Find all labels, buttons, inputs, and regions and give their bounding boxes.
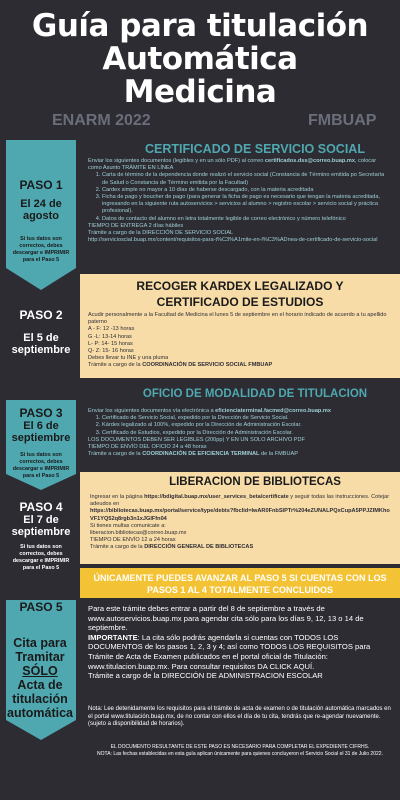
list-item: 4. Datos de contacto del alumno en letra totalmente legible de correo electrónico y número telefónico: [102, 216, 390, 223]
list-item: 2. Cardex simple no mayor a 10 días de haberse descargado, con la materia acreditada: [102, 187, 390, 194]
step-date: El 7 de septiembre: [11, 514, 71, 538]
schedule-row: L- P: 14- 15 horas: [88, 340, 133, 347]
schedule-row: G -L: 13-14 horas: [88, 333, 132, 340]
list-item: 1. Certificado de Servicio Social, expedido por la Dirección de Servicio Social.: [102, 415, 390, 422]
step-note: Si tus datos son correctos, debes descargar e IMPRIMIR para el Paso 5: [12, 452, 70, 479]
step-4-marker: [6, 496, 76, 576]
step-label: PASO 4: [19, 500, 63, 514]
step-note: Si tus datos son correctos, debes descargar e IMPRIMIR para el Paso 5: [12, 544, 70, 571]
list-item: 3. Certificado de Estudios, expedido por la Dirección de Administración Escolar.: [102, 430, 390, 437]
requirement-banner: ÚNICAMENTE PUEDES AVANZAR AL PASO 5 SI CUENTAS CON LOS PASOS 1 AL 4 TOTALMENTE CONCLUIDOS: [80, 568, 400, 598]
email-link[interactable]: liberacion.bibliotecas@correo.buap.mx: [90, 530, 187, 537]
step-label: PASO 3: [19, 406, 63, 420]
section-body-cita: Para este trámite debes entrar a partir del 8 de septiembre a través de www.autoservicios.buap.mx para agendar cita sólo para los días 9, 12, 13 o 14 de septiembre. IMPORTANTE: La cita sólo podrás agendarla si cuentas con TODOS LOS DOCUMENTOS de los pasos 1, 2, 3 y 4; así como TODOS LOS REQUISITOS para Trámite de Acta de Examen publicados en el portal oficial de Titulación: www.titulacion.buap.mx. Para consultar requisitos DA CLICK AQUÍ. Trámite a cargo de la DIRECCIÓN DE ADMINISTRACION ESCOLAR: [88, 604, 371, 681]
step-date: El 6 de septiembre: [11, 420, 71, 444]
step-1-marker: [6, 140, 76, 290]
email-link[interactable]: eficienciaterminal.facmed@correo.buap.mx: [215, 408, 331, 414]
bdigital-link[interactable]: https://bdigital.buap.mx/user_services_beta/certificate: [144, 494, 289, 500]
page-title: Guía para titulación Automática Medicina: [31, 8, 369, 110]
debts-link[interactable]: https://bibliotecas.buap.mx/portal/service/type/debts?fbclid=IwAR0FnbSIPTr%204eZUNALPQxCupA5PPJZIMKhoVF1YQ52q8rgb3n1xJGIFfn04: [90, 508, 390, 522]
requirements-list: [102, 415, 390, 437]
step-label: PASO 2: [19, 308, 63, 322]
section-title-certificado: CERTIFICADO DE SERVICIO SOCIAL: [145, 142, 365, 156]
list-item: 3. Ficha de pago y boucher de pago (para generar la ficha de pago es necesario que tengan la materia acreditada, ingresando en la siguiente ruta autoservicios > servicios al alumno > registro escolar > servicio social y práctica profesional).: [102, 194, 390, 216]
email-link[interactable]: certificados.dss@correo.buap.mx: [264, 158, 355, 164]
schedule-row: Q- Z: 15- 16 horas: [88, 348, 134, 355]
list-item: 1. Carta de término de la dependencia donde realizó el servicio social (Constancia de Término emitida po Secretaría de Salud o Constancia de Término emitida por la Facultad): [102, 172, 390, 186]
section-title-kardex: RECOGER KARDEX LEGALIZADO Y CERTIFICADO DE ESTUDIOS: [136, 279, 344, 309]
fmbuap-subtitle: FMBUAP: [308, 112, 377, 129]
section-body-kardex: Acudir personalmente a la Facultad de Medicina el lunes 5 de septiembre en el horario indicado de acuerdo a tu apellido paterno A - F: 12 -13 horas G -L: 13-14 horas L- P: 14- 15 horas Q- Z: 15- 16 horas Debes llevar tu INE y una pluma Trámite a cargo de la COORDINACIÓN DE SERVICIO SOCIAL FMBUAP: [88, 312, 390, 370]
step-date: El 24 de agosto: [20, 198, 62, 222]
section-title-oficio: OFICIO DE MODALIDAD DE TITULACION: [142, 388, 368, 400]
list-item: 2. Kárdex legalizado al 100%, expedido por la Dirección de Administración Escolar.: [102, 422, 390, 429]
section-body-certificado: Enviar los siguientes documentos (legibles y en un sólo PDF) al correo certificados.dss@correo.buap.mx, colocar como Asunto TRÁMITE EN LÍNEA 1. Carta de término de la dependencia donde realizó el servicio social (Constancia de Término emitida po Secretaría de Salud o Constancia de Término emitida por la Facultad) 2. Cardex simple no mayor a 10 días de haberse descargado, con la materia acreditada 3. Ficha de pago y boucher de pago (para generar la ficha de pago es necesario que tengan la materia acreditada, ingresando en la siguiente ruta autoservicios > servicios al alumno > registro escolar > servicio social y práctica profesional). 4. Datos de contacto del alumno en letra totalmente legible de correo electrónico y número telefónico TIEMPO DE ENTREGA 2 días hábiles Trámite a cargo de la DIRECCIÓN DE SERVICIO SOCIAL http://servicioscial.buap.mx/content/requisitos-para-t%C3%A1mite-en-l%C3%ADnea-de-certificado-de-servicio-social: [88, 158, 390, 244]
schedule-row: A - F: 12 -13 horas: [88, 326, 135, 333]
step-3-marker: [6, 400, 76, 490]
step-2-marker: [6, 300, 76, 380]
step-note: Si tus datos son correctos, debes descargar e IMPRIMIR para el Paso 5: [12, 236, 70, 263]
step-label: PASO 5: [19, 600, 63, 614]
step-label: PASO 1: [19, 178, 63, 192]
servicio-social-link[interactable]: http://servicioscial.buap.mx/content/requisitos-para-t%C3%A1mite-en-l%C3%ADnea-de-certificado-de-servicio-social: [88, 237, 378, 244]
footer-nota: Nota: Lee detenidamente los requisitos para el trámite de acta de examen o de titulación automática marcados en el portal www.titulación.buap.mx, de no contar con ellos el día de tu cita, tendrás que re-agendar nuevamente. (sujeto a disponibilidad de horarios).: [88, 706, 391, 728]
requirements-list: [102, 172, 390, 222]
step-date: El 5 de septiembre: [11, 332, 71, 356]
enarm-subtitle: ENARM 2022: [52, 112, 151, 129]
cita-label: Cita para Tramitar SÓLO Acta de titulación automática: [7, 636, 73, 720]
footer-notes: EL DOCUMENTO RESULTANTE DE ESTE PASO ES NECESARIO PARA COMPLETAR EL EXPEDIENTE CIFRHS. NOTA: Las fechas establecidas en esta guía aplican únicamente para quienes concluyeron el Servicio Social el 31 de Julio 2022.: [97, 744, 383, 757]
section-body-oficio: Enviar los siguientes documentos vía electrónica a eficienciaterminal.facmed@correo.buap.mx 1. Certificado de Servicio Social, expedido por la Dirección de Servicio Social. 2. Kárdex legalizado al 100%, expedido por la Dirección de Administración Escolar. 3. Certificado de Estudios, expedido por la Dirección de Administración Escolar. LOS DOCUMENTOS DEBEN SER LEGIBLES (200pp) Y EN UN SOLO ARCHIVO PDF TIEMPO DE ENVÍO DEL OFICIO 24 a 48 horas Trámite a cargo de la COORDINACIÓN DE EFICIENCIA TERMINAL de la FMBUAP: [88, 408, 390, 458]
section-title-bibliotecas: LIBERACION DE BIBLIOTECAS: [169, 476, 341, 488]
section-body-bibliotecas: Ingresar en la página https://bdigital.buap.mx/user_services_beta/certificate y seguir todas las instrucciones. Cotejar adeudos en https://bibliotecas.buap.mx/portal/service/type/debts?fbclid=IwAR0FnbSIPTr%204eZUNALPQxCupA5PPJZIMKhoVF1YQ52q8rgb3n1xJGIFfn04 Si tienes multas comunicate a: liberacion.bibliotecas@correo.buap.mx TIEMPO DE ENVÍO 12 a 24 horas Trámite a cargo de la DIRECCIÓN GENERAL DE BIBLIOTECAS: [90, 494, 390, 551]
